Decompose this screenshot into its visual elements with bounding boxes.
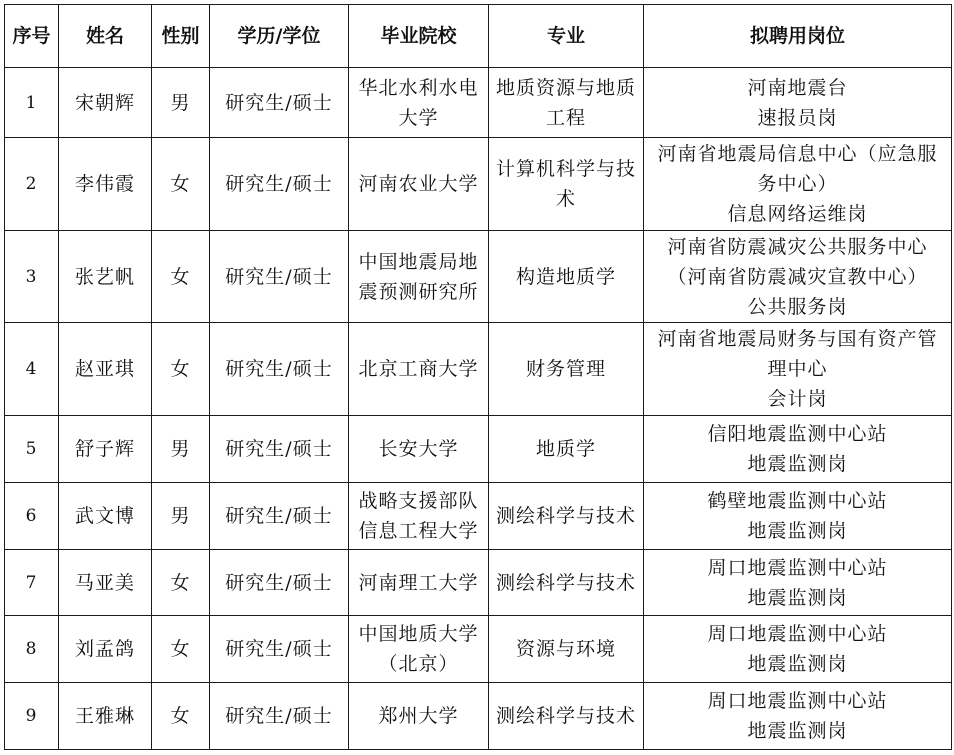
cell-major-line: 构造地质学 [515,265,616,288]
table-row [5,68,952,138]
cell-seq: 5 [5,416,59,483]
cell-post-line: 地震监测岗 [747,453,848,475]
cell-name: 舒子辉 [59,416,152,483]
cell-major [489,550,644,616]
cell-post-line: 周口地震监测中心站 [707,556,888,579]
cell-post-line: 地震监测岗 [747,653,848,675]
cell-school-line: 中国地质大学 [358,623,479,645]
cell-post [644,550,952,616]
cell-degree: 研究生/硕士 [210,231,349,323]
cell-major-line: 测绘科学与技术 [495,705,636,727]
cell-name: 宋朝辉 [59,68,152,138]
cell-school-line: 震预测研究所 [358,280,479,303]
cell-gender: 男 [152,416,210,483]
header-name: 姓名 [59,5,152,68]
cell-major [489,483,644,550]
cell-post [644,68,952,138]
cell-major-line: 测绘科学与技术 [495,571,636,594]
cell-post-line: 地震监测岗 [747,520,848,542]
cell-major-line: 资源与环境 [515,638,616,660]
cell-major [489,231,644,323]
cell-post-line: 速报员岗 [757,106,838,129]
cell-post-line: （河南省防震减灾宣教中心） [667,265,928,288]
cell-post [644,138,952,231]
cell-school [349,323,489,416]
cell-post-line: 河南省防震减灾公共服务中心 [667,235,928,258]
table-row [5,416,952,483]
cell-gender: 女 [152,616,210,683]
cell-post-line: 信阳地震监测中心站 [707,423,888,445]
table-row [5,550,952,616]
table-row [5,231,952,323]
cell-school-line: 河南农业大学 [358,173,479,195]
cell-major [489,323,644,416]
cell-school-line: 华北水利水电 [358,76,479,99]
cell-post [644,683,952,750]
cell-school-line: 战略支援部队 [358,490,479,512]
cell-seq: 9 [5,683,59,750]
header-gender: 性别 [152,5,210,68]
cell-gender: 男 [152,483,210,550]
recruitment-table [4,4,952,750]
cell-post-line: 河南省地震局信息中心（应急服 [657,143,938,165]
cell-gender: 男 [152,68,210,138]
cell-school-line: 河南理工大学 [358,571,479,594]
cell-gender: 女 [152,231,210,323]
header-degree: 学历/学位 [210,5,349,68]
cell-major-line: 术 [555,188,576,210]
cell-post-line: 公共服务岗 [747,295,848,318]
cell-major-line: 地质资源与地质 [495,76,636,99]
table-row [5,616,952,683]
cell-name: 李伟霞 [59,138,152,231]
cell-school [349,616,489,683]
cell-post-line: 务中心） [757,173,838,195]
cell-seq: 4 [5,323,59,416]
cell-gender: 女 [152,323,210,416]
cell-major-line: 地质学 [535,438,596,460]
cell-school-line: 中国地震局地 [358,250,479,273]
cell-post-line: 周口地震监测中心站 [707,690,888,712]
cell-school [349,416,489,483]
cell-seq: 8 [5,616,59,683]
cell-degree: 研究生/硕士 [210,138,349,231]
cell-post [644,416,952,483]
cell-name: 武文博 [59,483,152,550]
cell-major-line: 计算机科学与技 [495,158,636,180]
cell-post-line: 信息网络运维岗 [727,203,868,225]
cell-major [489,68,644,138]
table-row [5,323,952,416]
cell-school [349,138,489,231]
cell-post [644,231,952,323]
header-school: 毕业院校 [349,5,489,68]
cell-seq: 2 [5,138,59,231]
cell-post-line: 河南省地震局财务与国有资产管 [657,328,938,350]
cell-major [489,616,644,683]
cell-degree: 研究生/硕士 [210,550,349,616]
cell-major-line: 工程 [545,106,586,129]
cell-degree: 研究生/硕士 [210,416,349,483]
header-seq: 序号 [5,5,59,68]
cell-school [349,231,489,323]
cell-seq: 6 [5,483,59,550]
cell-name: 张艺帆 [59,231,152,323]
cell-school-line: （北京） [378,653,459,675]
cell-post [644,616,952,683]
cell-post-line: 周口地震监测中心站 [707,623,888,645]
cell-seq: 7 [5,550,59,616]
cell-degree: 研究生/硕士 [210,68,349,138]
cell-name: 赵亚琪 [59,323,152,416]
cell-post-line: 地震监测岗 [747,720,848,742]
cell-school-line: 信息工程大学 [358,520,479,542]
cell-gender: 女 [152,550,210,616]
cell-school-line: 郑州大学 [378,705,459,727]
cell-degree: 研究生/硕士 [210,683,349,750]
cell-major-line: 财务管理 [525,358,606,380]
cell-school [349,68,489,138]
cell-major [489,416,644,483]
cell-post [644,483,952,550]
cell-post [644,323,952,416]
table-row [5,683,952,750]
cell-post-line: 理中心 [767,358,828,380]
table-row [5,138,952,231]
cell-name: 王雅琳 [59,683,152,750]
cell-school [349,683,489,750]
cell-school-line: 大学 [398,106,439,129]
cell-name: 刘孟鸽 [59,616,152,683]
cell-major [489,683,644,750]
cell-major [489,138,644,231]
cell-degree: 研究生/硕士 [210,616,349,683]
cell-school [349,483,489,550]
cell-seq: 3 [5,231,59,323]
cell-gender: 女 [152,138,210,231]
header-post: 拟聘用岗位 [644,5,952,68]
cell-seq: 1 [5,68,59,138]
header-major: 专业 [489,5,644,68]
cell-gender: 女 [152,683,210,750]
cell-degree: 研究生/硕士 [210,323,349,416]
cell-post-line: 鹤壁地震监测中心站 [707,490,888,512]
header-row [5,5,952,68]
cell-school [349,550,489,616]
cell-degree: 研究生/硕士 [210,483,349,550]
cell-major-line: 测绘科学与技术 [495,505,636,527]
table-row [5,483,952,550]
cell-school-line: 北京工商大学 [358,358,479,380]
cell-post-line: 会计岗 [767,388,828,410]
cell-post-line: 地震监测岗 [747,586,848,609]
cell-school-line: 长安大学 [378,438,459,460]
cell-name: 马亚美 [59,550,152,616]
table-body [5,68,952,750]
cell-post-line: 河南地震台 [747,76,848,99]
